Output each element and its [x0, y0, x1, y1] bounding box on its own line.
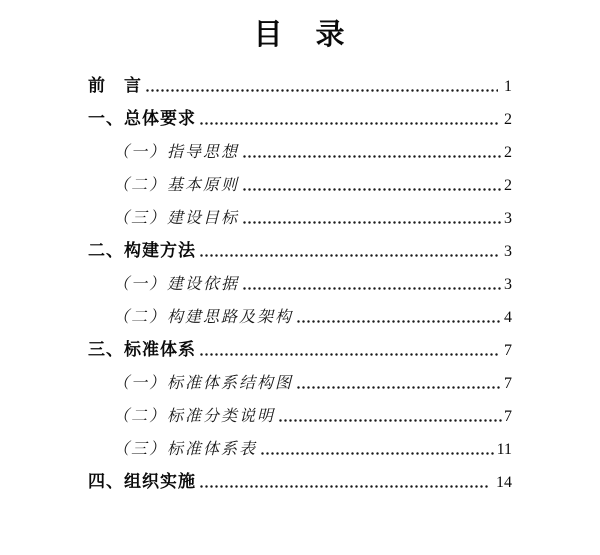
- toc-entry-label: 三、标准体系: [88, 339, 196, 359]
- toc-entry[interactable]: [88, 128, 512, 161]
- toc-entry-label: 二、构建方法: [88, 240, 196, 260]
- toc-entry[interactable]: [88, 62, 512, 95]
- dot-leader: [297, 320, 502, 323]
- dot-leader: [243, 221, 502, 224]
- toc-entry-label: （二）构建思路及架构: [113, 308, 294, 326]
- dot-leader: [146, 89, 498, 92]
- toc-entry[interactable]: [88, 359, 512, 392]
- toc-title: 目 录: [253, 19, 347, 51]
- dot-leader: [243, 155, 502, 158]
- dot-leader: [243, 287, 502, 290]
- toc-entry-page: 3: [504, 242, 512, 260]
- toc-entry[interactable]: [88, 95, 512, 128]
- toc-entry[interactable]: [88, 161, 512, 194]
- toc-entry-label: 前 言: [88, 75, 142, 95]
- toc-entry-label: （一）建设依据: [113, 275, 240, 293]
- toc-entry-page: 11: [496, 440, 512, 458]
- toc-entry-page: 7: [504, 374, 512, 392]
- toc-entry-page: 3: [504, 209, 512, 227]
- toc-entry-page: 7: [504, 341, 512, 359]
- toc-entry-page: 7: [504, 407, 512, 425]
- dot-leader: [297, 386, 502, 389]
- toc-entry-label: （三）建设目标: [113, 209, 240, 227]
- toc-entry-label: （一）指导思想: [113, 143, 240, 161]
- dot-leader: [243, 188, 502, 191]
- toc-entry[interactable]: [88, 326, 512, 359]
- toc-entry[interactable]: [88, 194, 512, 227]
- toc-entry-page: 14: [496, 473, 512, 491]
- toc-entry[interactable]: [88, 458, 512, 491]
- toc-entry-page: 4: [504, 308, 512, 326]
- toc-entry[interactable]: [88, 392, 512, 425]
- dot-leader: [279, 419, 502, 422]
- toc-entry-label: 四、组织实施: [88, 471, 196, 491]
- dot-leader: [200, 122, 498, 125]
- toc-list: [88, 62, 512, 491]
- toc-entry[interactable]: [88, 425, 512, 458]
- toc-entry-label: 一、总体要求: [88, 108, 196, 128]
- toc-entry-label: （一）标准体系结构图: [113, 374, 294, 392]
- toc-entry-label: （二）标准分类说明: [113, 407, 276, 425]
- toc-entry-page: 2: [504, 110, 512, 128]
- dot-leader: [200, 254, 498, 257]
- toc-entry-page: 3: [504, 275, 512, 293]
- dot-leader: [200, 353, 498, 356]
- toc-entry-label: （三）标准体系表: [113, 440, 258, 458]
- toc-entry-label: （二）基本原则: [113, 176, 240, 194]
- toc-entry-page: 2: [504, 176, 512, 194]
- toc-entry[interactable]: [88, 293, 512, 326]
- toc-entry-page: 2: [504, 143, 512, 161]
- toc-entry[interactable]: [88, 260, 512, 293]
- toc-entry-page: 1: [504, 77, 512, 95]
- toc-entry[interactable]: [88, 227, 512, 260]
- dot-leader: [200, 485, 490, 488]
- dot-leader: [261, 452, 495, 455]
